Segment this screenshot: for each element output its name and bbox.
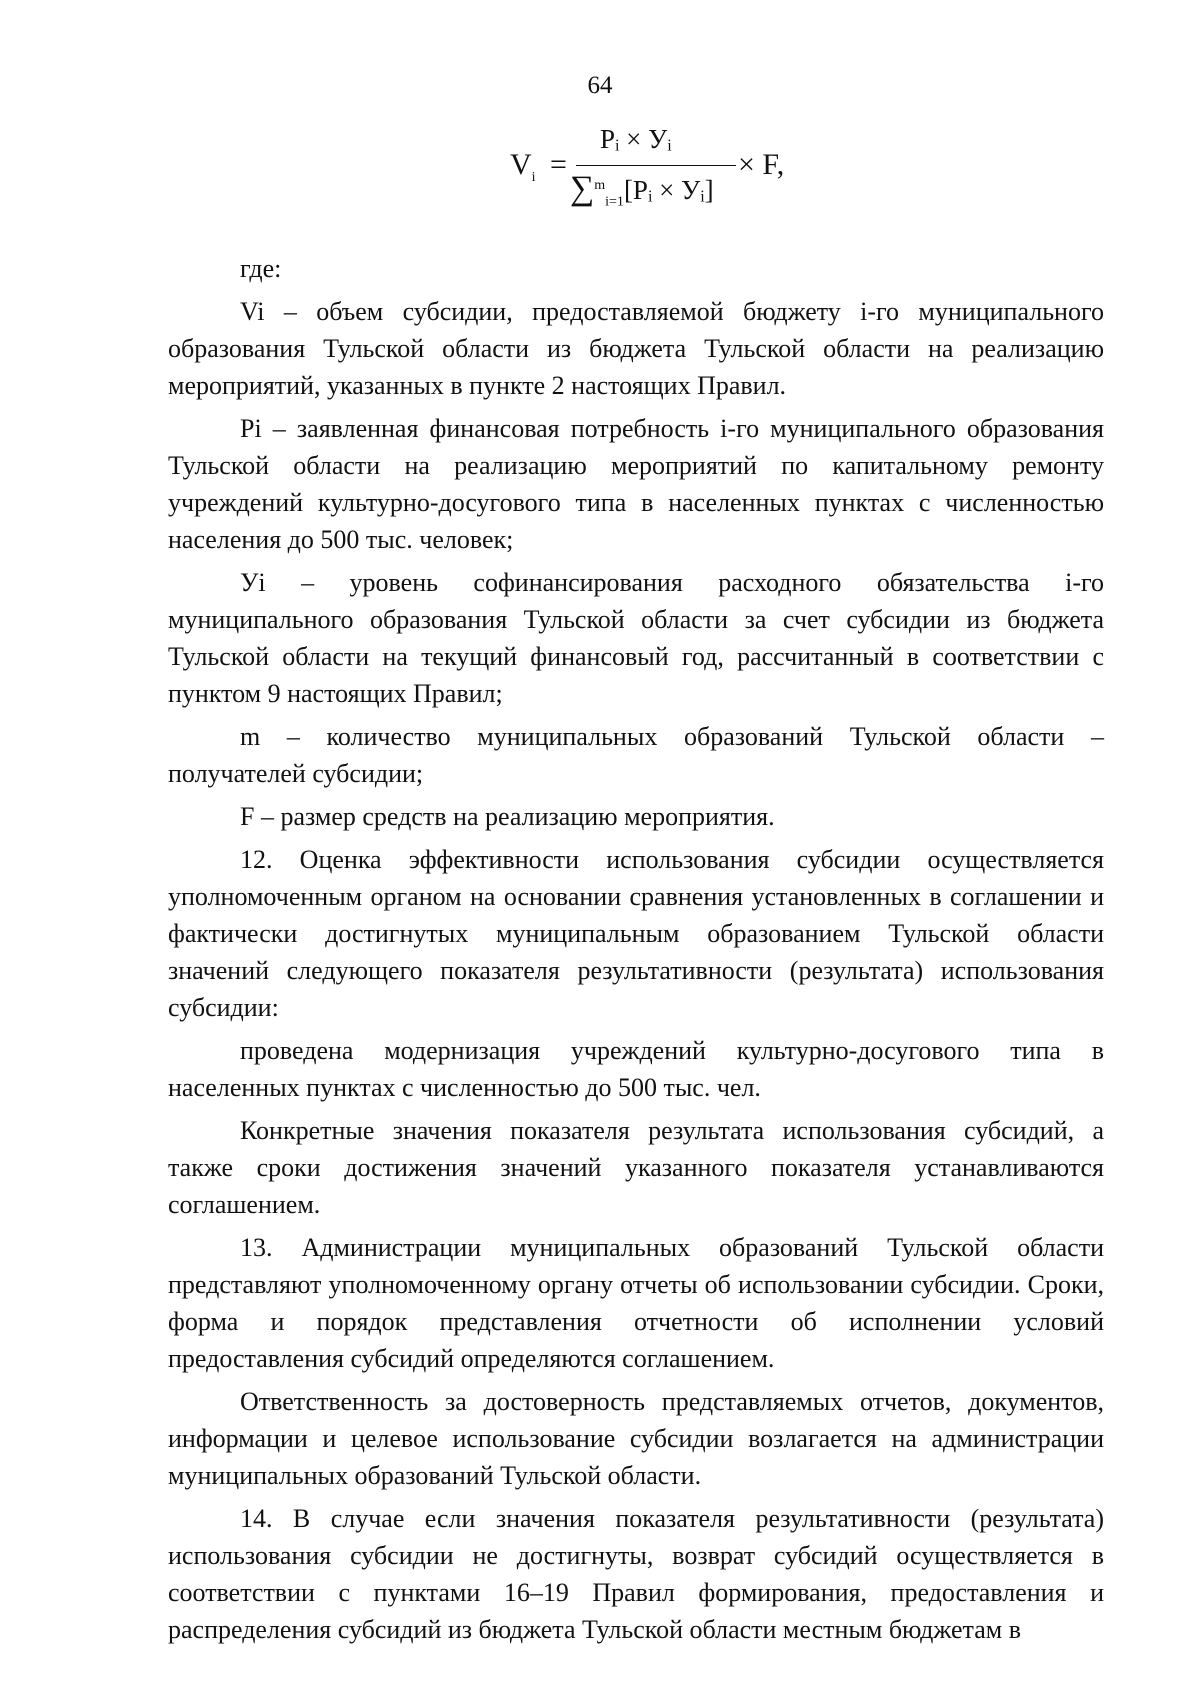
- paragraph: Уi – уровень софинансирования расходного обязательства i-го муниципального образования Тульской области за счет субсидии из бюджета Тульской области на текущий финансовый год, рассчитанный в соответствии с пунктом 9 настоящих Правил;: [168, 568, 1104, 708]
- paragraph: где:: [240, 254, 282, 283]
- paragraph: Ответственность за достоверность представляемых отчетов, документов, информации и целевое использование субсидии возлагается на администрации муниципальных образований Тульской области.: [168, 1387, 1104, 1490]
- formula-tail: × F,: [738, 148, 785, 181]
- paragraph: F – размер средств на реализацию мероприятия.: [240, 802, 775, 831]
- paragraph: Pi – заявленная финансовая потребность i-го муниципального образования Тульской области на реализацию мероприятий по капитальному ремонту учреждений культурно-досугового типа в населенных пунктах с численностью населения до 500 тыс. человек;: [168, 414, 1104, 554]
- paragraph: проведена модернизация учреждений культурно-досугового типа в населенных пунктах с численностью до 500 тыс. чел.: [168, 1036, 1104, 1102]
- paragraph: Конкретные значения показателя результата использования субсидий, а также сроки достижения значений указанного показателя устанавливаются соглашением.: [168, 1116, 1104, 1219]
- formula-numerator: Pᵢ × Уᵢ: [600, 124, 672, 154]
- paragraph: 13. Администрации муниципальных образований Тульской области представляют уполномоченному органу отчеты об использовании субсидии. Сроки, форма и порядок представления отчетности об исполнении условий предоставления субсидий определяются соглашением.: [168, 1233, 1104, 1373]
- paragraph: 12. Оценка эффективности использования субсидии осуществляется уполномоченным органом на основании сравнения установленных в соглашении и фактически достигнутых муниципальным образованием Тульской области значений следующего показателя результативности (результата) использования субсидии:: [168, 845, 1104, 1022]
- formula-denominator: ∑$^m_{i=1}$[Pᵢ × Уᵢ]: [570, 170, 714, 210]
- page-number: 64: [587, 72, 613, 99]
- fraction-bar: [576, 165, 736, 166]
- subsidy-formula: [500, 118, 800, 228]
- paragraph: 14. В случае если значения показателя результативности (результата) использования субсидии не достигнуты, возврат субсидий осуществляется в соответствии с пунктами 16–19 Правил формирования, предоставления и распределения субсидий из бюджета Тульской области местным бюджетам в: [168, 1504, 1104, 1644]
- formula-lhs: $V_i$: [510, 148, 536, 185]
- paragraph: m – количество муниципальных образований Тульской области – получателей субсидии;: [168, 722, 1104, 788]
- formula-equals: =: [550, 148, 567, 181]
- document-body: [168, 250, 1104, 1648]
- paragraph: Vi – объем субсидии, предоставляемой бюджету i-го муниципального образования Тульской области из бюджета Тульской области на реализацию мероприятий, указанных в пункте 2 настоящих Правил.: [168, 297, 1104, 400]
